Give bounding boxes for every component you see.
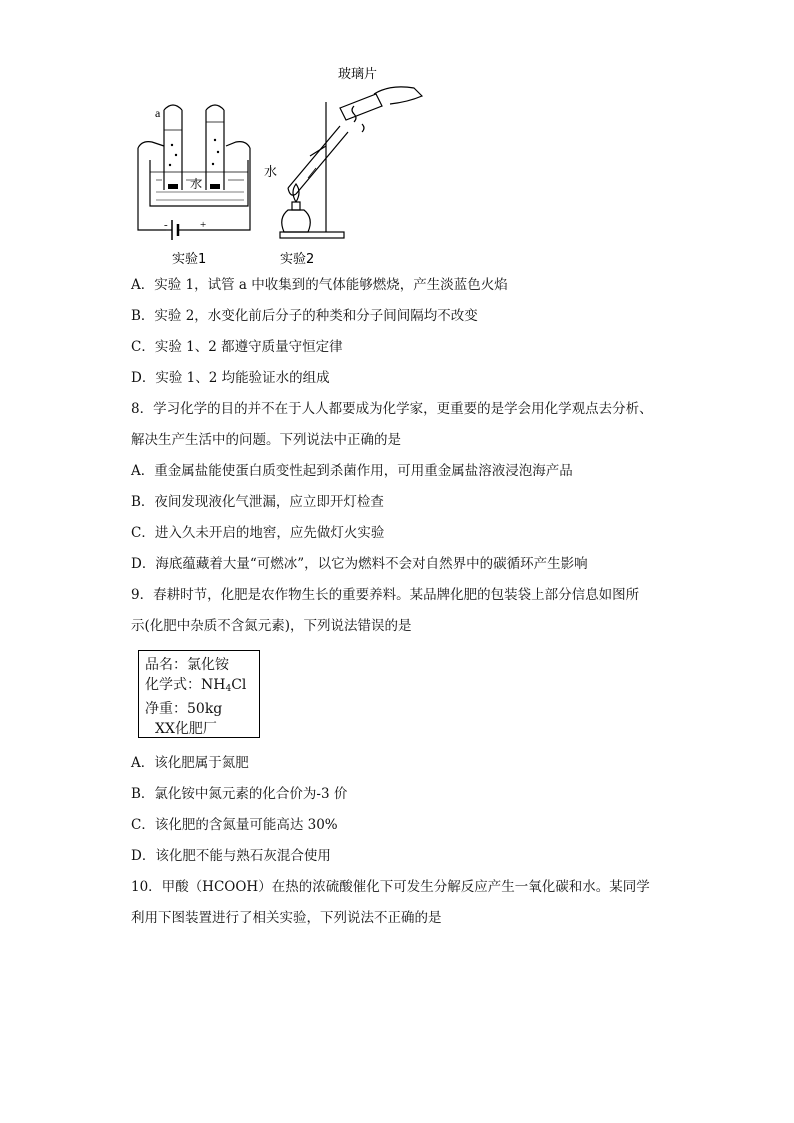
label-plus: + (200, 219, 207, 231)
q7-option-d: D．实验 1、2 均能验证水的组成 (131, 370, 330, 386)
q9-option-c: C．该化肥的含氮量可能高达 30% (131, 817, 338, 833)
q10-stem-line2: 利用下图装置进行了相关实验，下列说法不正确的是 (131, 910, 442, 926)
label-product-name: 品名：氯化铵 (145, 657, 229, 673)
q9-option-b: B．氯化铵中氮元素的化合价为-3 价 (131, 786, 348, 802)
q7-option-b: B．实验 2，水变化前后分子的种类和分子间间隔均不改变 (131, 308, 478, 324)
q9-option-a: A．该化肥属于氮肥 (131, 755, 249, 771)
q8-option-d: D．海底蕴藏着大量“可燃冰”，以它为燃料不会对自然界中的碳循环产生影响 (131, 556, 588, 572)
experiment-figure (128, 60, 428, 270)
label-a: a (155, 106, 161, 120)
caption-experiment-1: 实验1 (172, 252, 207, 267)
label-water-2: 水 (264, 165, 278, 180)
label-factory: XX化肥厂 (155, 721, 217, 737)
q9-stem-line2: 示(化肥中杂质不含氮元素)，下列说法错误的是 (131, 618, 412, 634)
q8-option-c: C．进入久未开启的地窖，应先做灯火实验 (131, 525, 385, 541)
q8-stem-line2: 解决生产生活中的问题。下列说法中正确的是 (131, 432, 401, 448)
fertilizer-label-box (138, 650, 260, 738)
q9-stem-line1: 9．春耕时节，化肥是农作物生长的重要养料。某品牌化肥的包装袋上部分信息如图所 (131, 587, 640, 603)
q8-option-b: B．夜间发现液化气泄漏，应立即开灯检查 (131, 494, 384, 510)
q8-option-a: A．重金属盐能使蛋白质变性起到杀菌作用，可用重金属盐溶液浸泡海产品 (131, 463, 573, 479)
q7-option-a: A．实验 1，试管 a 中收集到的气体能够燃烧，产生淡蓝色火焰 (131, 277, 508, 293)
label-minus: - (164, 219, 168, 231)
electrolysis-apparatus (138, 105, 250, 240)
label-formula: 化学式：$NH_4Cl$ (145, 677, 247, 694)
q7-option-c: C．实验 1、2 都遵守质量守恒定律 (131, 339, 343, 355)
q8-stem-line1: 8．学习化学的目的并不在于人人都要成为化学家，更重要的是学会用化学观点去分析、 (131, 401, 653, 417)
caption-experiment-2: 实验2 (280, 252, 315, 267)
label-net-weight: 净重：50kg (145, 701, 223, 717)
heating-apparatus (280, 87, 422, 238)
q10-stem-line1: 10．甲酸（HCOOH）在热的浓硫酸催化下可发生分解反应产生一氧化碳和水。某同学 (131, 879, 650, 895)
label-glass-plate: 玻璃片 (338, 67, 378, 82)
label-water-1: 水 (190, 177, 203, 191)
q9-option-d: D．该化肥不能与熟石灰混合使用 (131, 848, 331, 864)
